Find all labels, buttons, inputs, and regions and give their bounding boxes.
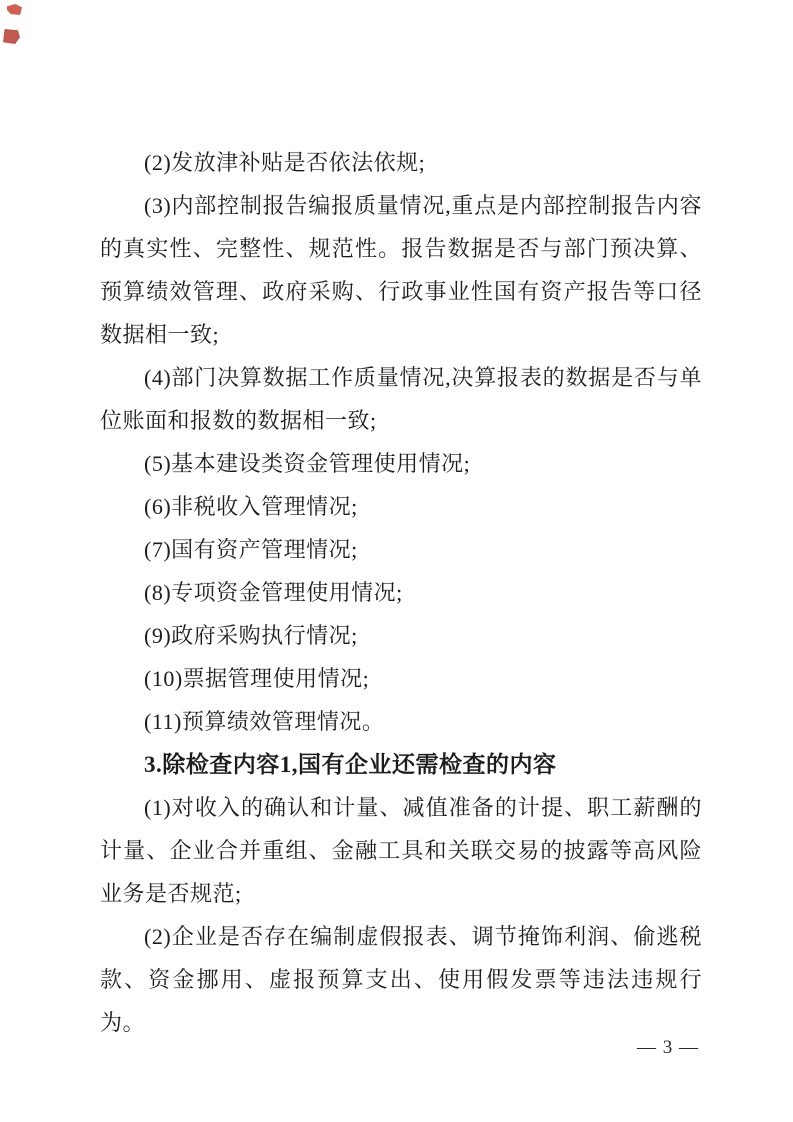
paragraph: (9)政府采购执行情况; <box>144 623 358 648</box>
paragraph: (8)专项资金管理使用情况; <box>144 580 403 605</box>
paragraph: (3)内部控制报告编报质量情况,重点是内部控制报告内容的真实性、完整性、规范性。报告数据是否与部门预决算、预算绩效管理、政府采购、行政事业性国有资产报告等口径数据相一致; <box>100 193 702 347</box>
document-body <box>100 141 702 1044</box>
section-heading: 3.除检查内容1,国有企业还需检查的内容 <box>144 752 557 777</box>
paragraph: (2)发放津补贴是否依法依规; <box>144 150 426 175</box>
paragraph: (5)基本建设类资金管理使用情况; <box>144 451 471 476</box>
red-stamp-fragment-icon <box>3 29 20 44</box>
red-stamp-fragment-icon <box>7 4 22 15</box>
page-footer <box>637 1036 699 1060</box>
paragraph: (11)预算绩效管理情况。 <box>144 709 385 734</box>
paragraph: (1)对收入的确认和计量、减值准备的计提、职工薪酬的计量、企业合并重组、金融工具和关联交易的披露等高风险业务是否规范; <box>100 795 702 906</box>
paragraph: (4)部门决算数据工作质量情况,决算报表的数据是否与单位账面和报数的数据相一致; <box>100 365 702 433</box>
paragraph: (7)国有资产管理情况; <box>144 537 358 562</box>
paragraph: (6)非税收入管理情况; <box>144 494 358 519</box>
page-number: — 3 — <box>637 1037 699 1058</box>
paragraph: (10)票据管理使用情况; <box>144 666 370 691</box>
paragraph: (2)企业是否存在编制虚假报表、调节掩饰利润、偷逃税款、资金挪用、虚报预算支出、使用假发票等违法违规行为。 <box>100 924 702 1035</box>
